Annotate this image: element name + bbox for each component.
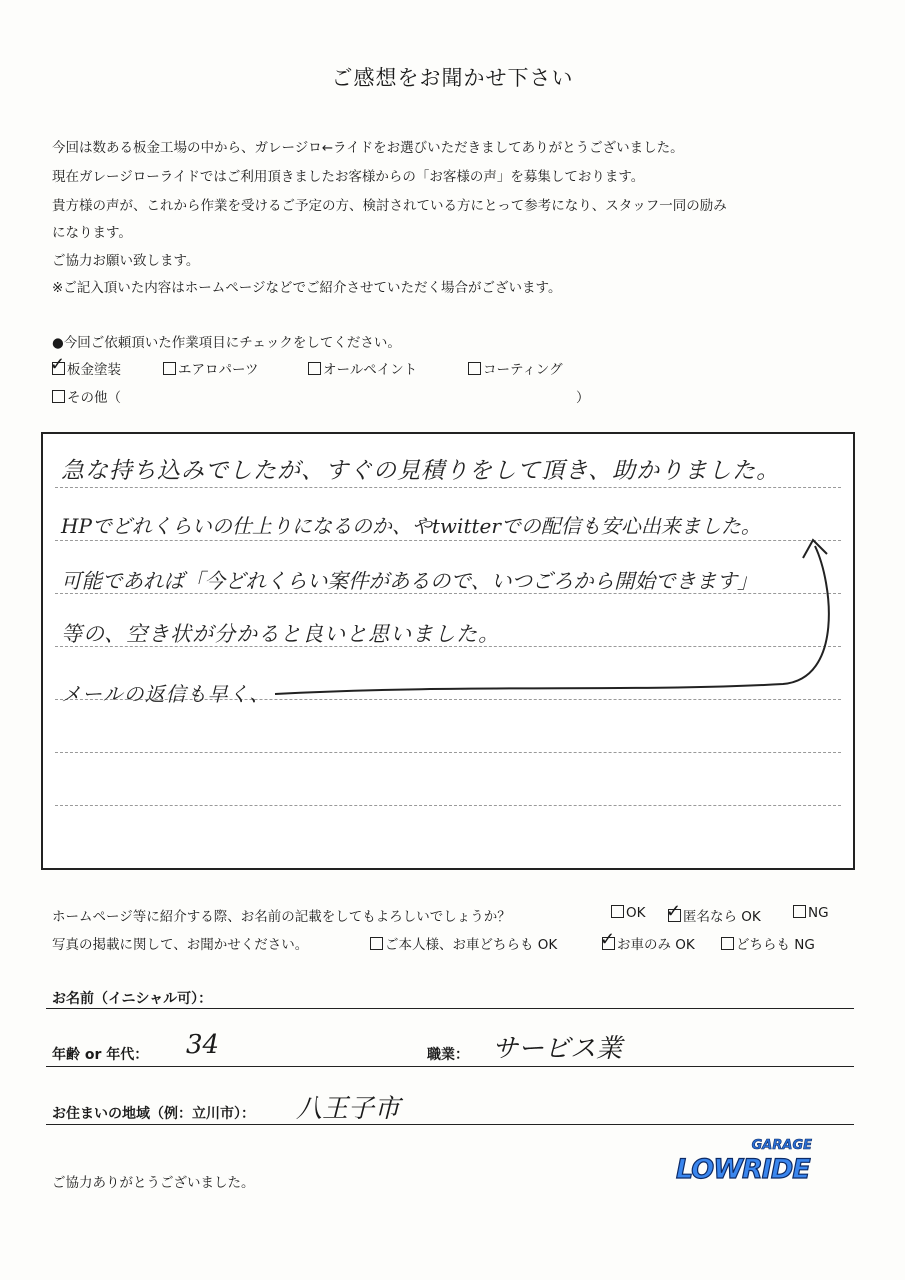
name-field-line[interactable] xyxy=(46,1008,854,1009)
comment-line: 急な持ち込みでしたが、すぐの見積りをして頂き、助かりました。 xyxy=(61,458,781,484)
comment-line: 可能であれば「今どれくらい案件があるので、いつごろから開始できます」 xyxy=(61,569,758,593)
photo-opt-none[interactable]: どちらも NG xyxy=(721,933,815,953)
footer-thanks: ご協力ありがとうございました。 xyxy=(52,1175,255,1191)
check-mark-icon: ✓ xyxy=(50,354,66,375)
intro-line: になります。 xyxy=(52,225,132,241)
check-mark-icon: ✓ xyxy=(600,929,616,950)
comment-line: HPでどれくらいの仕上りになるのか、やtwitterでの配信も安心出来ました。 xyxy=(61,514,761,538)
logo-top-text: GARAGE xyxy=(751,1138,812,1153)
age-job-field-line[interactable] xyxy=(46,1066,854,1067)
area-value[interactable]: 八王子市 xyxy=(296,1094,401,1124)
handwritten-arrow xyxy=(43,434,857,872)
checkbox[interactable] xyxy=(611,905,624,918)
check-mark-icon: ✓ xyxy=(666,901,682,922)
work-items-heading: ●今回ご依頼頂いた作業項目にチェックをしてください。 xyxy=(52,335,401,351)
intro-line: 現在ガレージローライドではご利用頂きましたお客様からの「お客様の声」を募集しております。 xyxy=(52,169,645,185)
job-label: 職業： xyxy=(427,1047,469,1063)
garage-lowride-logo xyxy=(672,1134,820,1186)
checkbox-checked[interactable] xyxy=(600,929,616,950)
area-label: お住まいの地域（例：立川市）： xyxy=(52,1106,255,1122)
checkbox-checked[interactable] xyxy=(50,354,66,375)
name-label: お名前（イニシャル可）： xyxy=(52,991,213,1007)
photo-permission-question: 写真の掲載に関して、お聞かせください。 xyxy=(52,937,309,953)
intro-line: ※ご記入頂いた内容はホームページなどでご紹介させていただく場合がございます。 xyxy=(52,280,562,296)
name-opt-ok[interactable]: OK xyxy=(611,905,645,921)
job-value[interactable]: サービス業 xyxy=(492,1034,623,1064)
logo-main-text: LOWRIDE xyxy=(676,1154,810,1185)
work-option-coating[interactable]: コーティング xyxy=(468,358,563,378)
comment-box[interactable] xyxy=(41,432,855,870)
checkbox[interactable] xyxy=(793,905,806,918)
checkbox-checked[interactable] xyxy=(666,901,682,922)
name-opt-anonymous[interactable]: ✓ 匿名なら OK xyxy=(666,901,761,925)
work-option-allpaint[interactable]: オールペイント xyxy=(308,358,417,378)
checkbox[interactable] xyxy=(721,937,734,950)
photo-opt-both[interactable]: ご本人様、お車どちらも OK xyxy=(370,933,557,953)
comment-line: メールの返信も早く、 xyxy=(61,682,271,706)
photo-opt-car-only[interactable]: ✓ お車のみ OK xyxy=(600,929,695,953)
checkbox[interactable] xyxy=(52,390,65,403)
intro-line: 今回は数ある板金工場の中から、ガレージロ←ライドをお選びいただきましてありがとうございました。 xyxy=(52,140,684,156)
age-label: 年齢 or 年代： xyxy=(52,1047,149,1063)
intro-line: ご協力お願い致します。 xyxy=(52,253,200,269)
work-option-bankin[interactable]: ✓ 板金塗装 xyxy=(50,354,121,378)
comment-line: 等の、空き状が分かると良いと思いました。 xyxy=(61,622,501,646)
name-permission-question: ホームページ等に紹介する際、お名前の記載をしてもよろしいでしょうか？ xyxy=(52,909,511,925)
other-close-paren: ） xyxy=(576,390,590,406)
area-field-line[interactable] xyxy=(46,1124,854,1125)
age-value[interactable]: 34 xyxy=(186,1030,220,1060)
checkbox[interactable] xyxy=(163,362,176,375)
checkbox[interactable] xyxy=(468,362,481,375)
intro-line: 貴方様の声が、これから作業を受けるご予定の方、検討されている方にとって参考になり、スタッフ一同の励み xyxy=(52,198,727,214)
checkbox[interactable] xyxy=(370,937,383,950)
page-title: ご感想をお聞かせ下さい xyxy=(331,66,574,90)
work-option-aero[interactable]: エアロパーツ xyxy=(163,358,258,378)
name-opt-ng[interactable]: NG xyxy=(793,905,829,921)
checkbox[interactable] xyxy=(308,362,321,375)
work-option-other[interactable]: その他（ xyxy=(52,386,121,406)
